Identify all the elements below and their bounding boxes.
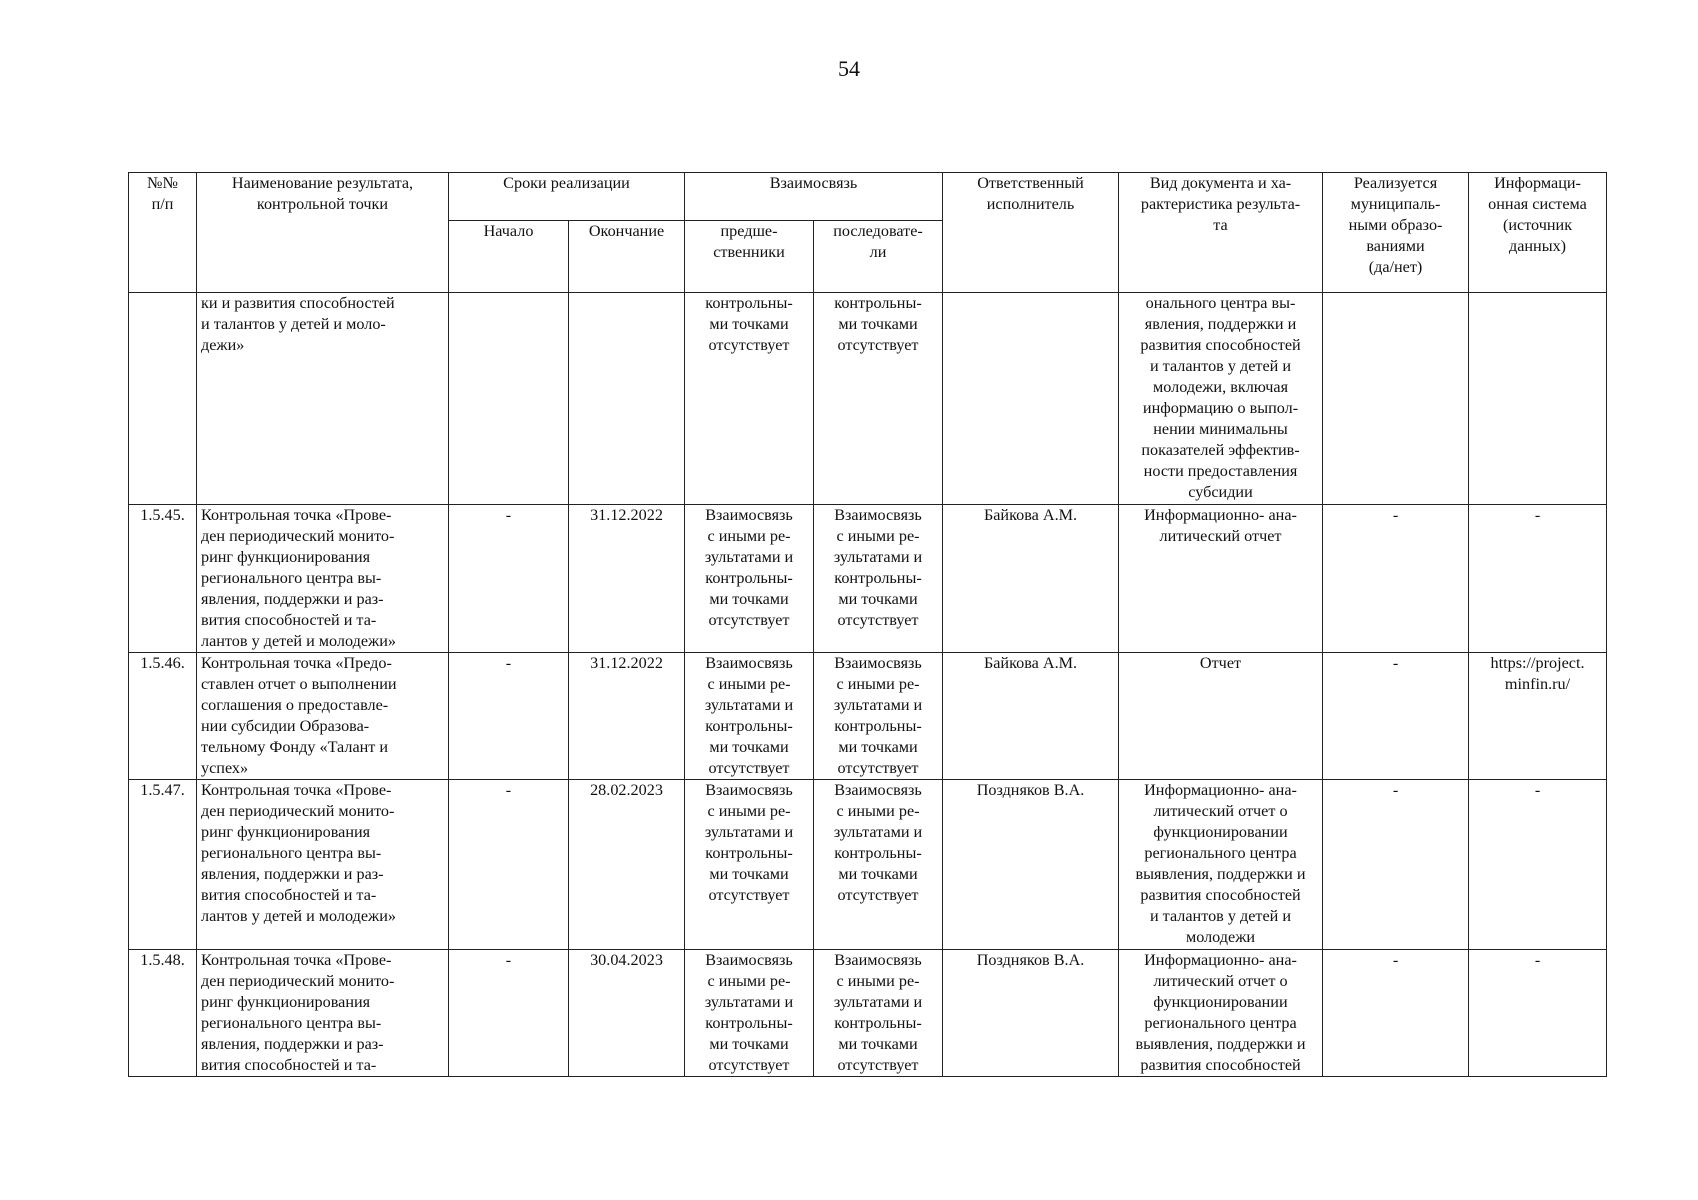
row-num: 1.5.46. [129, 653, 197, 780]
header-link: Взаимосвязь [685, 173, 943, 221]
row-predecessors: Взаимосвязь с иными ре- зультатами и контрольны- ми точками отсутствует [685, 505, 814, 653]
row-responsible: Байкова А.М. [943, 505, 1119, 653]
row-num: 1.5.48. [129, 950, 197, 1077]
row-start: - [449, 780, 569, 950]
row-end [569, 293, 685, 505]
table-row [129, 950, 1607, 1077]
header-successors: последовате- ли [814, 221, 943, 293]
row-name: ки и развития способностей и талантов у детей и моло- дежи» [197, 293, 449, 505]
row-responsible: Байкова А.М. [943, 653, 1119, 780]
page-number: 54 [838, 56, 860, 81]
row-start: - [449, 950, 569, 1077]
row-successors: Взаимосвязь с иными ре- зультатами и контрольны- ми точками отсутствует [814, 653, 943, 780]
header-end: Окончание [569, 221, 685, 293]
row-num: 1.5.45. [129, 505, 197, 653]
row-document: Информационно- ана- литический отчет о функционировании регионального центра выявления, поддержки и развития способностей [1119, 950, 1323, 1077]
row-successors: Взаимосвязь с иными ре- зультатами и контрольны- ми точками отсутствует [814, 780, 943, 950]
row-name: Контрольная точка «Предо- ставлен отчет о выполнении соглашения о предоставле- нии субсидии Образова- тельному Фонду «Талант и успех» [197, 653, 449, 780]
row-municipal: - [1323, 780, 1469, 950]
row-predecessors: контрольны- ми точками отсутствует [685, 293, 814, 505]
row-name: Контрольная точка «Прове- ден периодический монито- ринг функционирования регионального центра вы- явления, поддержки и раз- вития способностей и та- лантов у детей и молодежи» [197, 505, 449, 653]
row-responsible [943, 293, 1119, 505]
row-document: Информационно- ана- литический отчет о функционировании регионального центра выявления, поддержки и развития способностей и талантов у детей и молодежи [1119, 780, 1323, 950]
header-info-system: Информаци- онная система (источник данных) [1469, 173, 1607, 293]
table-row [129, 293, 1607, 505]
row-num [129, 293, 197, 505]
row-document: Отчет [1119, 653, 1323, 780]
table-row [129, 505, 1607, 653]
row-end: 31.12.2022 [569, 505, 685, 653]
row-start [449, 293, 569, 505]
row-info-system: https://project. minfin.ru/ [1469, 653, 1607, 780]
row-document: Информационно- ана- литический отчет [1119, 505, 1323, 653]
row-municipal: - [1323, 653, 1469, 780]
table-row [129, 780, 1607, 950]
row-start: - [449, 505, 569, 653]
row-end: 28.02.2023 [569, 780, 685, 950]
row-successors: Взаимосвязь с иными ре- зультатами и контрольны- ми точками отсутствует [814, 950, 943, 1077]
row-num: 1.5.47. [129, 780, 197, 950]
row-municipal: - [1323, 950, 1469, 1077]
row-predecessors: Взаимосвязь с иными ре- зультатами и контрольны- ми точками отсутствует [685, 780, 814, 950]
header-num: №№ п/п [129, 173, 197, 293]
row-start: - [449, 653, 569, 780]
row-info-system: - [1469, 505, 1607, 653]
row-predecessors: Взаимосвязь с иными ре- зультатами и контрольны- ми точками отсутствует [685, 653, 814, 780]
row-responsible: Поздняков В.А. [943, 780, 1119, 950]
row-municipal [1323, 293, 1469, 505]
row-info-system: - [1469, 950, 1607, 1077]
row-info-system [1469, 293, 1607, 505]
header-responsible: Ответственный исполнитель [943, 173, 1119, 293]
row-document: онального центра вы- явления, поддержки и развития способностей и талантов у детей и молодежи, включая информацию о выпол- нении минимальны показателей эффектив- ности предоставления субсидии [1119, 293, 1323, 505]
header-terms: Сроки реализации [449, 173, 685, 221]
row-end: 31.12.2022 [569, 653, 685, 780]
row-name: Контрольная точка «Прове- ден периодический монито- ринг функционирования регионального центра вы- явления, поддержки и раз- вития способностей и та- лантов у детей и молодежи» [197, 780, 449, 950]
row-successors: Взаимосвязь с иными ре- зультатами и контрольны- ми точками отсутствует [814, 505, 943, 653]
header-document: Вид документа и ха- рактеристика результа- та [1119, 173, 1323, 293]
row-info-system: - [1469, 780, 1607, 950]
row-end: 30.04.2023 [569, 950, 685, 1077]
table-row [129, 653, 1607, 780]
row-name: Контрольная точка «Прове- ден периодический монито- ринг функционирования регионального центра вы- явления, поддержки и раз- вития способностей и та- [197, 950, 449, 1077]
header-predecessors: предше- ственники [685, 221, 814, 293]
row-successors: контрольны- ми точками отсутствует [814, 293, 943, 505]
header-start: Начало [449, 221, 569, 293]
results-table [128, 172, 1607, 1077]
header-municipal: Реализуется муниципаль- ными образо- ваниями (да/нет) [1323, 173, 1469, 293]
row-municipal: - [1323, 505, 1469, 653]
row-predecessors: Взаимосвязь с иными ре- зультатами и контрольны- ми точками отсутствует [685, 950, 814, 1077]
header-name: Наименование результата, контрольной точки [197, 173, 449, 293]
row-responsible: Поздняков В.А. [943, 950, 1119, 1077]
